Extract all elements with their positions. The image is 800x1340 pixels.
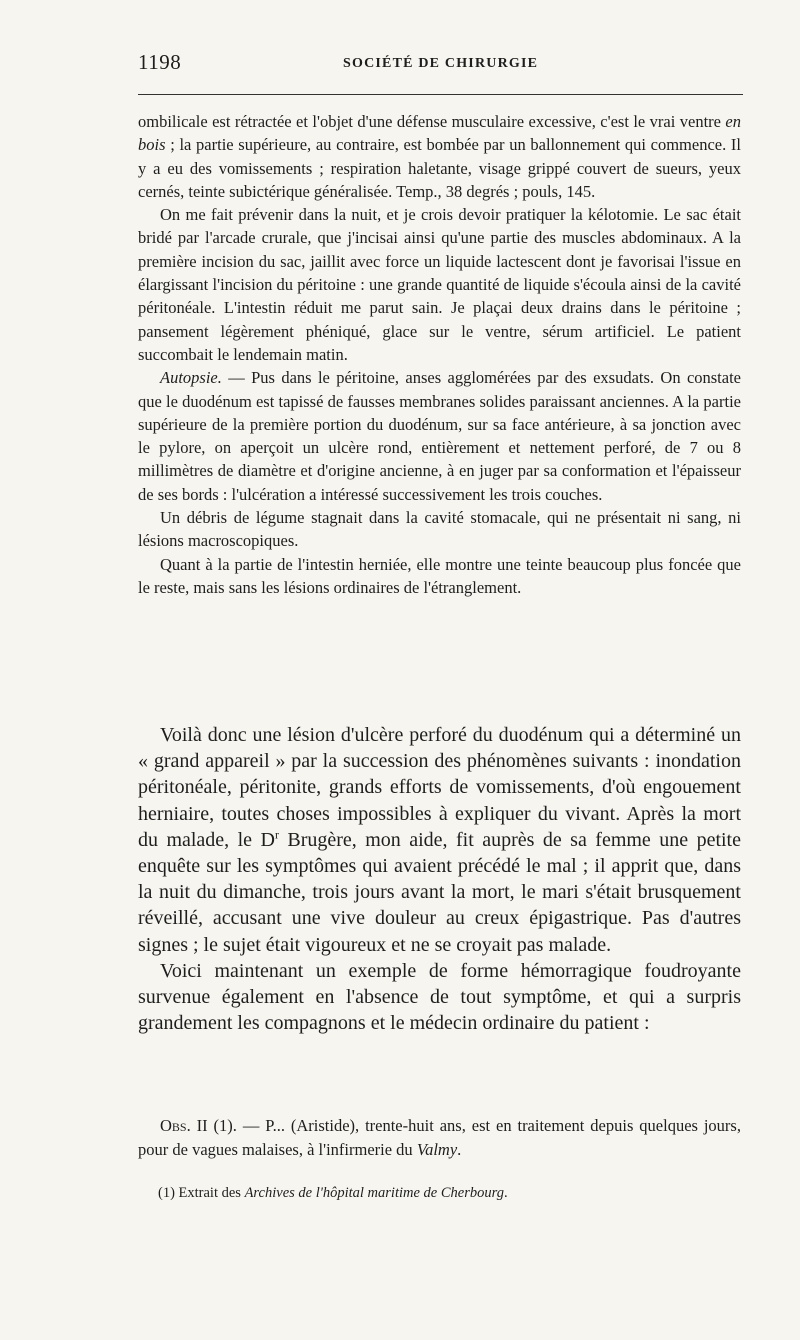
observation-text [138, 1114, 741, 1161]
autopsie-label: Autopsie. [160, 368, 222, 388]
footnote-source: Archives de l'hôpital maritime de Cherbourg [244, 1185, 504, 1201]
paragraph-kelotomie: On me fait prévenir dans la nuit, et je crois devoir pratiquer la kélotomie. Le sac était bridé par l'arcade crurale, que j'incisai ainsi qu'une partie des muscles abdominaux. A la première incision du sac, jaillit avec force un liquide lactescent dont je favorisai l'issue en élargissant l'incision du péritoine : une grande quantité de liquide s'écoula ainsi de la cavité péritonéale. L'intestin réduit me parut sain. Je plaçai deux drains dans le péritoine ; pansement légèrement phéniqué, glace sur le ventre, sérum artificiel. Le patient succombait le lendemain matin. [138, 205, 741, 364]
paragraph-debris: Un débris de légume stagnait dans la cavité stomacale, qui ne présentait ni sang, ni lésions macroscopiques. [138, 508, 741, 551]
paragraph-voila: Voilà donc une lésion d'ulcère perforé du duodénum qui a déterminé un « grand appareil » par la succession des phénomènes suivants : inondation péritonéale, péritonite, grands efforts de vomissements, d'où engouement herniaire, toutes choses impossibles à expliquer du vivant. Après la mort du malade, le $D^r$ Brugère, mon aide, fit auprès de sa femme une petite enquête sur les symptômes qui avaient précédé le mal ; il apprit que, dans la nuit du dimanche, trois jours avant la mort, le mari s'était brusquement réveillé, accusant une vive douleur au creux épigastrique. Pas d'autres signes ; le sujet était vigoureux et ne se croyait pas malade. [138, 724, 741, 956]
paragraph-autopsie: Autopsie. — Pus dans le péritoine, anses agglomérées par des exsudats. On constate que le duodénum est tapissé de fausses membranes solides paraissant anciennes. A la partie supérieure de la première portion du duodénum, sur sa face antérieure, à sa jonction avec le pylore, on aperçoit un ulcère rond, entièrement et nettement perforé, de 7 ou 8 millimètres de diamètre et d'origine ancienne, à en juger par sa conformation et l'épaisseur de ses bords : l'ulcération a intéressé successivement les trois couches. [138, 368, 741, 504]
header-rule [138, 94, 743, 95]
discussion-text [138, 722, 741, 1036]
running-title: SOCIÉTÉ DE CHIRURGIE [343, 56, 539, 71]
obs-label: Obs. II [160, 1116, 208, 1135]
emphasis-en-bois: en bois [138, 112, 741, 155]
page-header [138, 50, 743, 80]
page-number: 1198 [138, 50, 182, 74]
ship-name: Valmy [416, 1139, 458, 1159]
paragraph-voici: Voici maintenant un exemple de forme hémorragique foudroyante survenue également en l'absence de tout symptôme, et qui a surpris grandement les compagnons et le médecin ordinaire du patient : [138, 959, 741, 1035]
paragraph-obs-2: Obs. II (1). — P... (Aristide), trente-huit ans, est en traitement depuis quelques jours, pour de vagues malaises, à l'infirmerie du Valmy. [138, 1116, 741, 1159]
case-report-text [138, 110, 741, 599]
footnote: (1) Extrait des Archives de l'hôpital maritime de Cherbourg. [158, 1185, 508, 1201]
paragraph-intestin: Quant à la partie de l'intestin herniée, elle montre une teinte beaucoup plus foncée que le reste, mais sans les lésions ordinaires de l'étranglement. [138, 554, 741, 597]
paragraph-continued: ombilicale est rétractée et l'objet d'une défense musculaire excessive, c'est le vrai ventre en bois ; la partie supérieure, au contraire, est bombée par un ballonnement qui commence. Il y a eu des vomissements ; respiration haletante, visage grippé couvert de sueurs, yeux cernés, teinte subictérique généralisée. Temp., 38 degrés ; pouls, 145. [138, 112, 741, 201]
